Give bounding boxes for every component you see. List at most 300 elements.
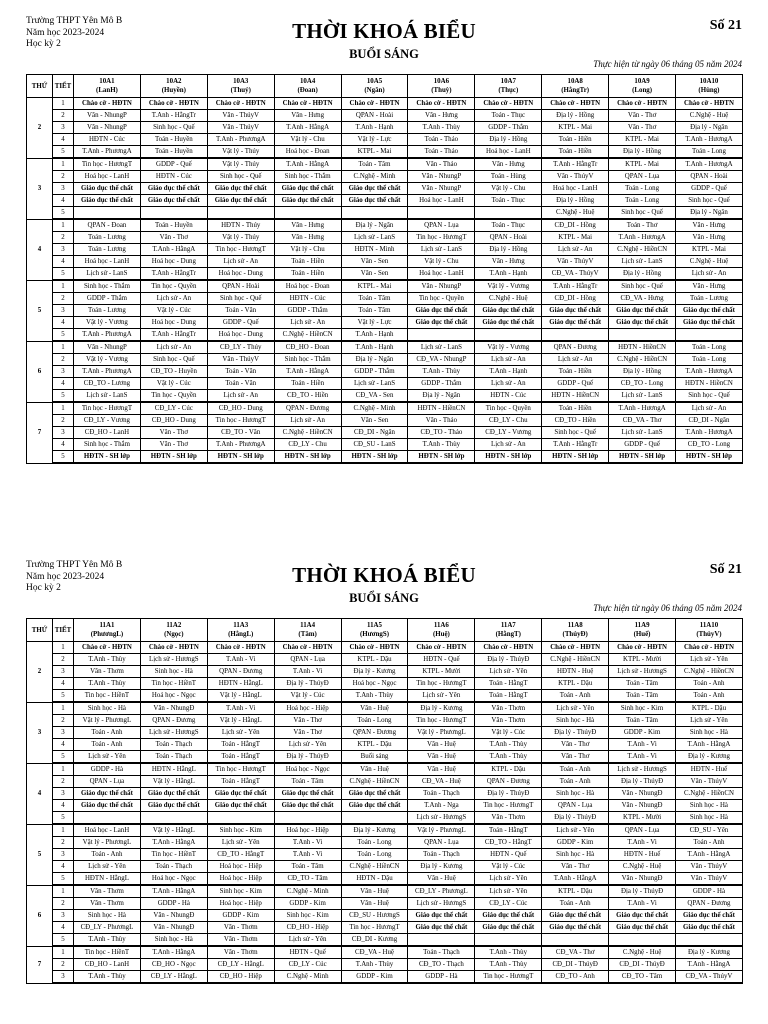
lesson-cell: T.Anh - Nga (408, 800, 475, 812)
lesson-cell: QPAN - Lụa (74, 776, 141, 788)
lesson-cell: Tin học - HươngT (475, 800, 542, 812)
class-name: 11A8 (567, 622, 583, 629)
lesson-cell (408, 207, 475, 220)
lesson-cell: Vật lý - PhươngL (408, 824, 475, 837)
lesson-cell: QPAN - Lụa (609, 824, 676, 837)
class-teacher: (PhươngL) (90, 631, 124, 638)
lesson-cell: Văn - Sen (341, 268, 408, 281)
lesson-cell: CĐ_DI - Hồng (542, 293, 609, 305)
lesson-cell: C.Nghệ - Huệ (542, 207, 609, 220)
period-cell: 4 (53, 134, 74, 146)
lesson-cell: Toán - Anh (676, 837, 743, 849)
lesson-cell: Địa lý - Kương (408, 861, 475, 873)
lesson-cell: KTPL - Mai (609, 134, 676, 146)
lesson-cell: Giáo dục thể chất (140, 195, 207, 207)
lesson-cell: HĐTN - HằngL (207, 678, 274, 690)
lesson-cell: Văn - Huệ (341, 885, 408, 898)
period-cell: 4 (53, 256, 74, 268)
lesson-cell: Lịch sử - Yên (274, 739, 341, 751)
lesson-cell: HĐTN - SH lớp (475, 451, 542, 464)
lesson-cell: Vật lý - Vương (74, 317, 141, 329)
lesson-cell: Toán - HằngT (475, 678, 542, 690)
lesson-cell: T.Anh - Vi (207, 702, 274, 715)
table-row (27, 341, 743, 354)
lesson-cell: CĐ_LY - Thúy (207, 341, 274, 354)
lesson-cell: HĐTN - HiềnCN (676, 378, 743, 390)
page-header (0, 16, 768, 76)
lesson-cell: Văn - NhungĐ (140, 910, 207, 922)
table-row (27, 788, 743, 800)
lesson-cell: HĐTN - HiềnCN (408, 402, 475, 415)
lesson-cell: Địa lý - Hồng (609, 268, 676, 281)
lesson-cell: C.Nghệ - HiềnCN (341, 776, 408, 788)
lesson-cell: Sinh học - Thắm (74, 439, 141, 451)
lesson-cell: Toán - Long (609, 195, 676, 207)
lesson-cell: CĐ_TO - Hiền (542, 415, 609, 427)
lesson-cell: Toán - Anh (542, 763, 609, 776)
lesson-cell: Vật lý - Cúc (475, 727, 542, 739)
lesson-cell: Tin học - HươngT (475, 971, 542, 984)
class-teacher: (Huế) (633, 631, 651, 638)
lesson-cell: Sinh học - Hà (542, 788, 609, 800)
lesson-cell: C.Nghệ - HiềnCN (341, 861, 408, 873)
lesson-cell: Văn - Thảo (408, 415, 475, 427)
lesson-cell: Tin học - HươngT (408, 678, 475, 690)
lesson-cell: Vật lý - HằngL (140, 824, 207, 837)
lesson-cell: Địa lý - ThúyĐ (475, 788, 542, 800)
lesson-cell: Địa lý - Hồng (475, 134, 542, 146)
lesson-cell: T.Anh - Thùy (475, 739, 542, 751)
table-row (27, 244, 743, 256)
lesson-cell: T.Anh - HằngA (274, 122, 341, 134)
lesson-cell: GDDP - Kim (341, 971, 408, 984)
lesson-cell: Giáo dục thể chất (542, 317, 609, 329)
column-header-day: THỨ (27, 75, 53, 98)
lesson-cell: Địa lý - Kương (408, 702, 475, 715)
period-cell: 4 (53, 861, 74, 873)
period-cell: 3 (53, 910, 74, 922)
lesson-cell (408, 329, 475, 342)
lesson-cell (542, 934, 609, 947)
lesson-cell: Sinh học - Hà (140, 934, 207, 947)
lesson-cell: Toán - Hiền (274, 268, 341, 281)
lesson-cell: Toán - Long (676, 341, 743, 354)
lesson-cell: Chào cờ - HĐTN (74, 642, 141, 654)
lesson-cell: HĐTN - SH lớp (341, 451, 408, 464)
lesson-cell: Văn - Huệ (408, 739, 475, 751)
lesson-cell: Hoá học - Đoan (274, 280, 341, 293)
lesson-cell: C.Nghệ - HiềnCN (676, 788, 743, 800)
table-row (27, 415, 743, 427)
lesson-cell: KTPL - Dậu (542, 678, 609, 690)
lesson-cell: Địa lý - Ngân (676, 122, 743, 134)
lesson-cell: Toán - Huyền (140, 134, 207, 146)
class-teacher: (Ngọc) (164, 631, 184, 638)
lesson-cell: GDDP - Thắm (274, 305, 341, 317)
lesson-cell: Văn - Sen (341, 256, 408, 268)
lesson-cell: QPAN - Lụa (542, 800, 609, 812)
class-teacher: (HằngL) (228, 631, 254, 638)
lesson-cell: Vật lý - Thúy (207, 146, 274, 159)
lesson-cell: Địa lý - Hồng (542, 110, 609, 122)
column-header-class (408, 619, 475, 642)
lesson-cell: Giáo dục thể chất (341, 788, 408, 800)
lesson-cell: Toán - Thục (475, 195, 542, 207)
table-row (27, 824, 743, 837)
table-row (27, 171, 743, 183)
lesson-cell: Vật lý - PhươngL (408, 727, 475, 739)
lesson-cell: Vật lý - Vương (74, 354, 141, 366)
class-name: 10A6 (433, 78, 450, 85)
lesson-cell: Tin học - HươngT (341, 922, 408, 934)
lesson-cell: T.Anh - HươngA (676, 366, 743, 378)
lesson-cell (207, 207, 274, 220)
table-row (27, 654, 743, 666)
period-cell: 4 (53, 195, 74, 207)
lesson-cell: CĐ_SU - LanS (341, 439, 408, 451)
class-name: 11A9 (634, 622, 650, 629)
table-row (27, 910, 743, 922)
lesson-cell: Toán - Huyền (140, 219, 207, 232)
lesson-cell: Toán - Thơ (609, 219, 676, 232)
lesson-cell: Hoá học - Đoan (274, 146, 341, 159)
lesson-cell: Toán - Long (341, 837, 408, 849)
column-header-class (542, 619, 609, 642)
lesson-cell: Văn - Thơm (207, 922, 274, 934)
period-cell: 4 (53, 317, 74, 329)
lesson-cell: HĐTN - HiềnCN (609, 341, 676, 354)
lesson-cell: GDDP - Hà (408, 971, 475, 984)
period-cell: 1 (53, 219, 74, 232)
lesson-cell: Hoá học - Ngọc (274, 763, 341, 776)
period-cell: 2 (53, 110, 74, 122)
class-name: 10A8 (567, 78, 583, 85)
lesson-cell: Toán - Thạch (408, 946, 475, 959)
lesson-cell: CĐ_VA - Sen (341, 390, 408, 403)
table-row (27, 195, 743, 207)
lesson-cell: Chào cờ - HĐTN (542, 642, 609, 654)
lesson-cell: Địa lý - Hồng (609, 366, 676, 378)
lesson-cell: HĐTN - Cúc (274, 293, 341, 305)
lesson-cell: Văn - ThúyV (542, 256, 609, 268)
lesson-cell: Toán - Anh (542, 776, 609, 788)
lesson-cell: C.Nghệ - Minh (341, 171, 408, 183)
class-teacher: (Đoan) (297, 87, 318, 94)
lesson-cell: T.Anh - Hạnh (341, 122, 408, 134)
lesson-cell: Địa lý - ThúyĐ (609, 885, 676, 898)
period-cell: 3 (53, 305, 74, 317)
lesson-cell: GDDP - Kim (207, 910, 274, 922)
lesson-cell: Lịch sử - Yên (274, 934, 341, 947)
lesson-cell: C.Nghệ - HiềnCN (676, 666, 743, 678)
lesson-cell: Lịch sử - HươngS (408, 812, 475, 825)
period-cell: 5 (53, 690, 74, 703)
lesson-cell: Toán - Văn (207, 366, 274, 378)
lesson-cell: T.Anh - Vi (207, 654, 274, 666)
lesson-cell: GDDP - Kim (609, 727, 676, 739)
lesson-cell: Giáo dục thể chất (408, 922, 475, 934)
period-cell: 3 (53, 427, 74, 439)
day-cell: 4 (27, 219, 53, 280)
lesson-cell: Giáo dục thể chất (74, 195, 141, 207)
lesson-cell: T.Anh - HươngA (609, 402, 676, 415)
lesson-cell: QPAN - Đoan (74, 219, 141, 232)
table-row (27, 642, 743, 654)
lesson-cell: CĐ_DI - Ngân (341, 427, 408, 439)
lesson-cell: Vật lý - Cúc (140, 305, 207, 317)
lesson-cell: Sinh học - Kim (207, 885, 274, 898)
lesson-cell: Văn - ThúyV (676, 776, 743, 788)
period-cell: 5 (53, 451, 74, 464)
lesson-cell: Địa lý - ThúyĐ (542, 812, 609, 825)
table-row (27, 305, 743, 317)
lesson-cell: KTPL - Mai (676, 244, 743, 256)
class-name: 10A4 (299, 78, 316, 85)
lesson-cell: Văn - NhungĐ (609, 873, 676, 886)
lesson-cell: T.Anh - HằngA (676, 739, 743, 751)
lesson-cell: Giáo dục thể chất (408, 910, 475, 922)
lesson-cell: Văn - ThúyV (542, 171, 609, 183)
lesson-cell: Sinh học - Thắm (74, 280, 141, 293)
lesson-cell: Toán - Hùng (475, 171, 542, 183)
lesson-cell: Văn - NhungĐ (609, 788, 676, 800)
lesson-cell: KTPL - Mai (341, 146, 408, 159)
lesson-cell: Văn - NhungP (74, 110, 141, 122)
column-header-class (274, 619, 341, 642)
column-header-day: THỨ (27, 619, 53, 642)
lesson-cell: QPAN - Lụa (408, 219, 475, 232)
lesson-cell: HĐTN - Huệ (542, 666, 609, 678)
lesson-cell: HĐTN - SH lớp (74, 451, 141, 464)
table-row (27, 207, 743, 220)
lesson-cell: Hoá học - Hiệp (274, 824, 341, 837)
lesson-cell: Văn - Thơ (609, 110, 676, 122)
lesson-cell: Địa lý - Ngân (341, 354, 408, 366)
lesson-cell: T.Anh - Thùy (341, 690, 408, 703)
timetable-sheet-grade-11 (0, 560, 768, 980)
lesson-cell (475, 934, 542, 947)
period-cell: 3 (53, 666, 74, 678)
lesson-cell: Tin học - HươngT (207, 763, 274, 776)
lesson-cell: Địa lý - ThúyĐ (542, 727, 609, 739)
lesson-cell: Lịch sử - Yên (74, 751, 141, 764)
lesson-cell: QPAN - Đương (207, 666, 274, 678)
lesson-cell: Hoá học - Ngọc (140, 873, 207, 886)
column-header-class (676, 75, 743, 98)
lesson-cell: Tin học - HươngT (74, 158, 141, 171)
school-term: Học kỳ 2 (26, 583, 61, 593)
lesson-cell: CĐ_HO - Hiệp (274, 922, 341, 934)
lesson-cell: CĐ_HO - Hiệp (207, 971, 274, 984)
lesson-cell: GDDP - Quế (542, 378, 609, 390)
lesson-cell: T.Anh - PhươngA (74, 146, 141, 159)
class-teacher: (Long) (632, 87, 653, 94)
lesson-cell: QPAN - Đương (341, 727, 408, 739)
lesson-cell: Vật lý - Chu (274, 134, 341, 146)
day-cell: 2 (27, 98, 53, 159)
day-cell: 4 (27, 763, 53, 824)
lesson-cell: Văn - Thơ (140, 439, 207, 451)
class-teacher: (ThúyV) (696, 631, 722, 638)
lesson-cell: T.Anh - Vi (274, 837, 341, 849)
table-row (27, 702, 743, 715)
lesson-cell: Lịch sử - Yên (475, 885, 542, 898)
table-row (27, 451, 743, 464)
lesson-cell: Giáo dục thể chất (676, 910, 743, 922)
class-name: 11A2 (166, 622, 182, 629)
table-row (27, 158, 743, 171)
lesson-cell: QPAN - Hoài (475, 232, 542, 244)
lesson-cell: HĐTN - Thúy (207, 219, 274, 232)
lesson-cell: Giáo dục thể chất (274, 183, 341, 195)
lesson-cell: Tin học - HươngT (207, 244, 274, 256)
period-cell: 1 (53, 763, 74, 776)
lesson-cell: Chào cờ - HĐTN (341, 642, 408, 654)
lesson-cell: Lịch sử - Yên (475, 666, 542, 678)
period-cell: 3 (53, 788, 74, 800)
period-cell: 2 (53, 293, 74, 305)
lesson-cell (475, 207, 542, 220)
lesson-cell: Sinh học - Quế (676, 195, 743, 207)
period-cell: 1 (53, 885, 74, 898)
lesson-cell: Văn - Hưng (408, 110, 475, 122)
lesson-cell (207, 812, 274, 825)
period-cell: 3 (53, 727, 74, 739)
lesson-cell: Hoá học - Dung (140, 317, 207, 329)
lesson-cell: KTPL - Mai (609, 158, 676, 171)
lesson-cell: T.Anh - PhươngA (74, 366, 141, 378)
lesson-cell: Lịch sử - An (475, 439, 542, 451)
lesson-cell: T.Anh - Thùy (475, 751, 542, 764)
lesson-cell: Lịch sử - LanS (408, 244, 475, 256)
lesson-cell: Toán - Thạch (140, 739, 207, 751)
lesson-cell: KTPL - Mai (341, 280, 408, 293)
header-row (27, 619, 743, 642)
period-cell: 2 (53, 354, 74, 366)
column-header-class (542, 75, 609, 98)
school-year: Năm học 2023-2024 (26, 27, 105, 38)
lesson-cell: Lịch sử - An (676, 402, 743, 415)
column-header-class (408, 75, 475, 98)
lesson-cell: HĐTN - HằngL (140, 763, 207, 776)
lesson-cell: T.Anh - HươngA (676, 427, 743, 439)
lesson-cell: T.Anh - Thùy (475, 946, 542, 959)
lesson-cell: Lịch sử - Yên (542, 702, 609, 715)
period-cell: 3 (53, 366, 74, 378)
lesson-cell: Văn - Thơm (74, 885, 141, 898)
effective-date: Thực hiện từ ngày 06 tháng 05 năm 2024 (593, 59, 742, 69)
lesson-cell (341, 207, 408, 220)
lesson-cell: Toán - Tâm (609, 715, 676, 727)
lesson-cell: Chào cờ - HĐTN (408, 98, 475, 110)
lesson-cell: QPAN - Lụa (274, 654, 341, 666)
period-cell: 1 (53, 642, 74, 654)
lesson-cell: CĐ_VA - NhungP (408, 354, 475, 366)
lesson-cell: Văn - Thơm (475, 702, 542, 715)
class-teacher: (Thuý) (230, 87, 251, 94)
lesson-cell: Chào cờ - HĐTN (274, 642, 341, 654)
lesson-cell: CĐ_VA - Huệ (341, 946, 408, 959)
lesson-cell: GDDP - Kim (274, 898, 341, 910)
lesson-cell: Tin học - HiềnT (140, 678, 207, 690)
lesson-cell: CĐ_TO - Tâm (274, 873, 341, 886)
lesson-cell: CĐ_VA - Thơ (542, 946, 609, 959)
table-row (27, 727, 743, 739)
school-name: Trường THPT Yên Mô B (26, 16, 123, 26)
lesson-cell: Toán - HằngT (207, 751, 274, 764)
class-teacher: (HươngS) (360, 631, 390, 638)
period-cell: 5 (53, 751, 74, 764)
lesson-cell: Sinh học - Quế (542, 427, 609, 439)
lesson-cell (408, 934, 475, 947)
timetable (26, 74, 743, 464)
lesson-cell: CĐ_DI - Hồng (542, 219, 609, 232)
class-teacher: (Thục) (498, 87, 519, 94)
lesson-cell: Văn - Thơm (74, 666, 141, 678)
lesson-cell: Văn - NhungP (74, 341, 141, 354)
lesson-cell: Lịch sử - HươngS (140, 727, 207, 739)
lesson-cell (542, 329, 609, 342)
table-row (27, 232, 743, 244)
period-cell: 2 (53, 715, 74, 727)
lesson-cell (475, 329, 542, 342)
class-teacher: (LanH) (96, 87, 118, 94)
lesson-cell: Sinh học - Hà (74, 910, 141, 922)
lesson-cell: HĐTN - HiềnCN (542, 390, 609, 403)
lesson-cell: Lịch sử - Yên (475, 873, 542, 886)
lesson-cell: HĐTN - SH lớp (542, 451, 609, 464)
lesson-cell: Văn - Thơ (274, 727, 341, 739)
lesson-cell: Vật lý - PhươngL (74, 837, 141, 849)
period-cell: 4 (53, 922, 74, 934)
lesson-cell: Địa lý - Ngân (341, 219, 408, 232)
lesson-cell: Hoá học - LanH (74, 824, 141, 837)
lesson-cell: Toán - Long (676, 354, 743, 366)
lesson-cell: Tin học - HiềnT (140, 849, 207, 861)
lesson-cell: HĐTN - SH lớp (676, 451, 743, 464)
lesson-cell: CĐ_SU - Yên (676, 824, 743, 837)
lesson-cell: Giáo dục thể chất (74, 800, 141, 812)
lesson-cell: Lịch sử - An (676, 268, 743, 281)
lesson-cell: Văn - Hưng (676, 232, 743, 244)
lesson-cell: Toán - Lương (74, 244, 141, 256)
page-title: THỜI KHOÁ BIỂU (292, 19, 476, 43)
lesson-cell: T.Anh - Vi (609, 751, 676, 764)
lesson-cell: Sinh học - Hà (74, 702, 141, 715)
lesson-cell: GDDP - Hà (74, 763, 141, 776)
period-cell: 4 (53, 739, 74, 751)
lesson-cell: HĐTN - Cúc (475, 390, 542, 403)
session-label: BUỔI SÁNG (349, 47, 419, 61)
lesson-cell: CĐ_HO - Dung (207, 402, 274, 415)
lesson-cell: T.Anh - HươngA (676, 158, 743, 171)
column-header-class (676, 619, 743, 642)
lesson-cell: C.Nghệ - Minh (274, 971, 341, 984)
lesson-cell: T.Anh - HằngA (140, 244, 207, 256)
period-cell: 2 (53, 776, 74, 788)
lesson-cell: Vật lý - HằngL (207, 715, 274, 727)
lesson-cell: CĐ_TO - HằngT (207, 849, 274, 861)
lesson-cell: Giáo dục thể chất (542, 910, 609, 922)
lesson-cell: Giáo dục thể chất (341, 183, 408, 195)
table-row (27, 763, 743, 776)
lesson-cell: Văn - NhungĐ (609, 800, 676, 812)
lesson-cell: Toán - HằngT (207, 739, 274, 751)
class-name: 10A7 (500, 78, 516, 85)
day-cell: 7 (27, 946, 53, 983)
day-cell: 7 (27, 402, 53, 463)
lesson-cell: T.Anh - Thùy (74, 971, 141, 984)
